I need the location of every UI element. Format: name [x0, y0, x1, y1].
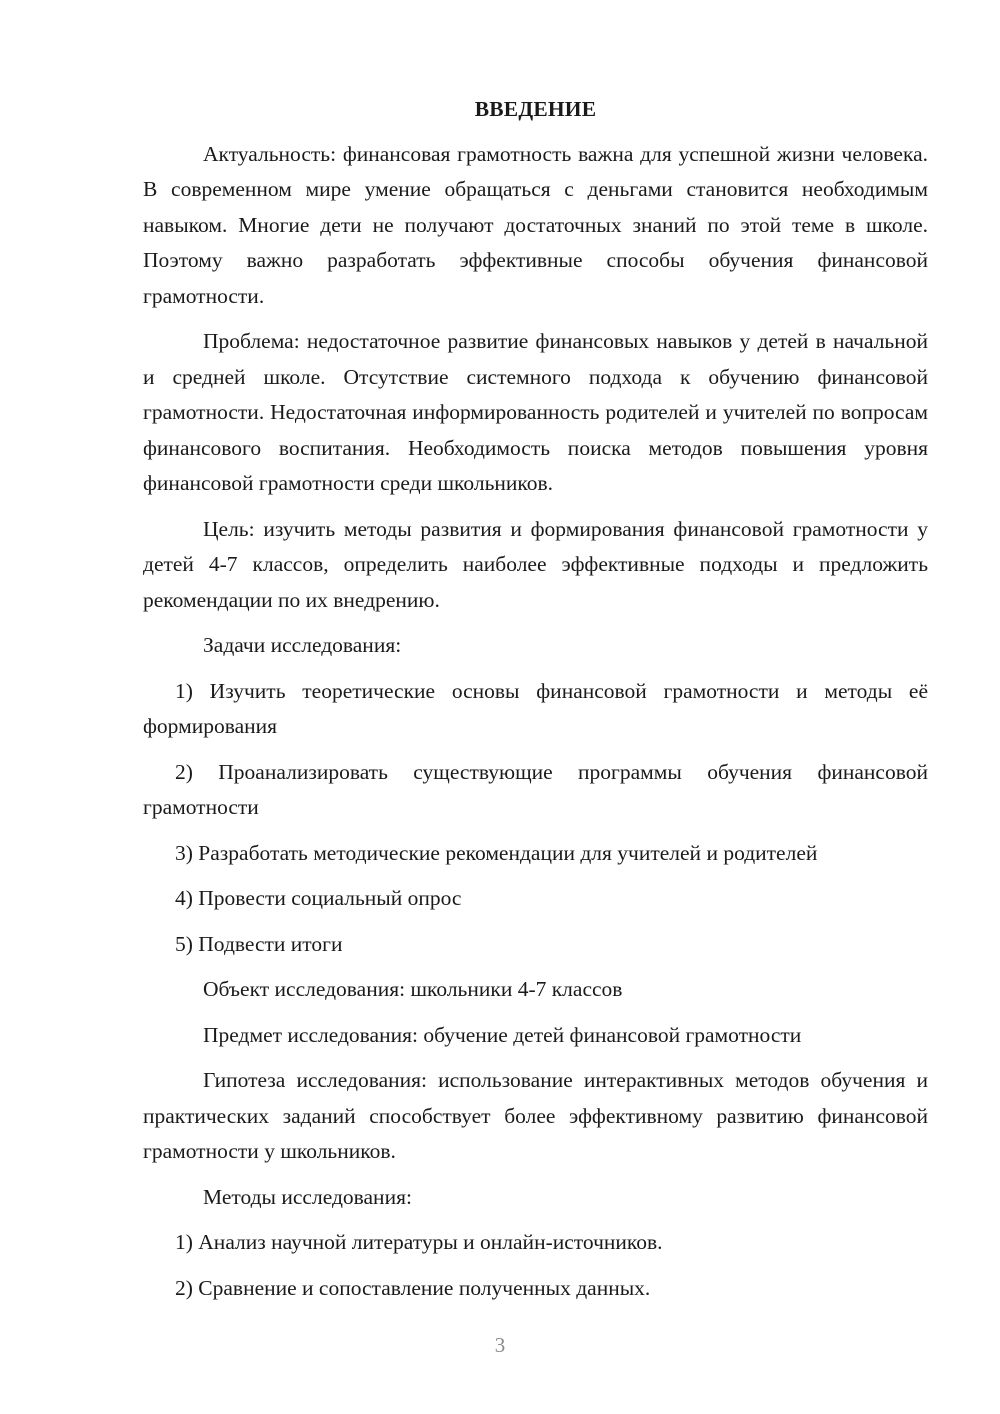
hypothesis-paragraph: Гипотеза исследования: использование интерактивных методов обучения и практических заданий способствует более эффективному развитию финансовой грамотности у школьников. [143, 1068, 928, 1163]
task-item: 5) Подвести итоги [175, 931, 343, 956]
goal-paragraph: Цель: изучить методы развития и формирования финансовой грамотности у детей 4-7 классов, определить наиболее эффективные подходы и предложить рекомендации по их внедрению. [143, 516, 928, 612]
relevance-paragraph: Актуальность: финансовая грамотность важна для успешной жизни человека. В современном мире умение обращаться с деньгами становится необходимым навыком. Многие дети не получают достаточных знаний по этой теме в школе. Поэтому важно разработать эффективные способы обучения финансовой грамотности. [143, 141, 928, 308]
page-number: 3 [494, 1333, 506, 1357]
task-item: 3) Разработать методические рекомендации для учителей и родителей [175, 840, 818, 865]
page-title: ВВЕДЕНИЕ [474, 97, 597, 121]
methods-title: Методы исследования: [203, 1184, 412, 1209]
subject-line: Предмет исследования: обучение детей финансовой грамотности [203, 1022, 802, 1047]
tasks-title: Задачи исследования: [203, 633, 402, 657]
task-item: 1) Изучить теоретические основы финансовой грамотности и методы её формирования [143, 678, 928, 738]
document-body [143, 92, 928, 1316]
problem-paragraph: Проблема: недостаточное развитие финансовых навыков у детей в начальной и средней школе. Отсутствие системного подхода к обучению финансовой грамотности. Недостаточная информированность родителей и учителей по вопросам финансового воспитания. Необходимость поиска методов повышения уровня финансовой грамотности среди школьников. [143, 329, 928, 495]
method-item: 2) Сравнение и сопоставление полученных данных. [175, 1275, 651, 1300]
task-item: 4) Провести социальный опрос [175, 886, 462, 910]
method-item: 1) Анализ научной литературы и онлайн-источников. [175, 1230, 663, 1254]
task-item: 2) Проанализировать существующие программы обучения финансовой грамотности [143, 759, 928, 819]
object-line: Объект исследования: школьники 4-7 классов [203, 977, 623, 1001]
